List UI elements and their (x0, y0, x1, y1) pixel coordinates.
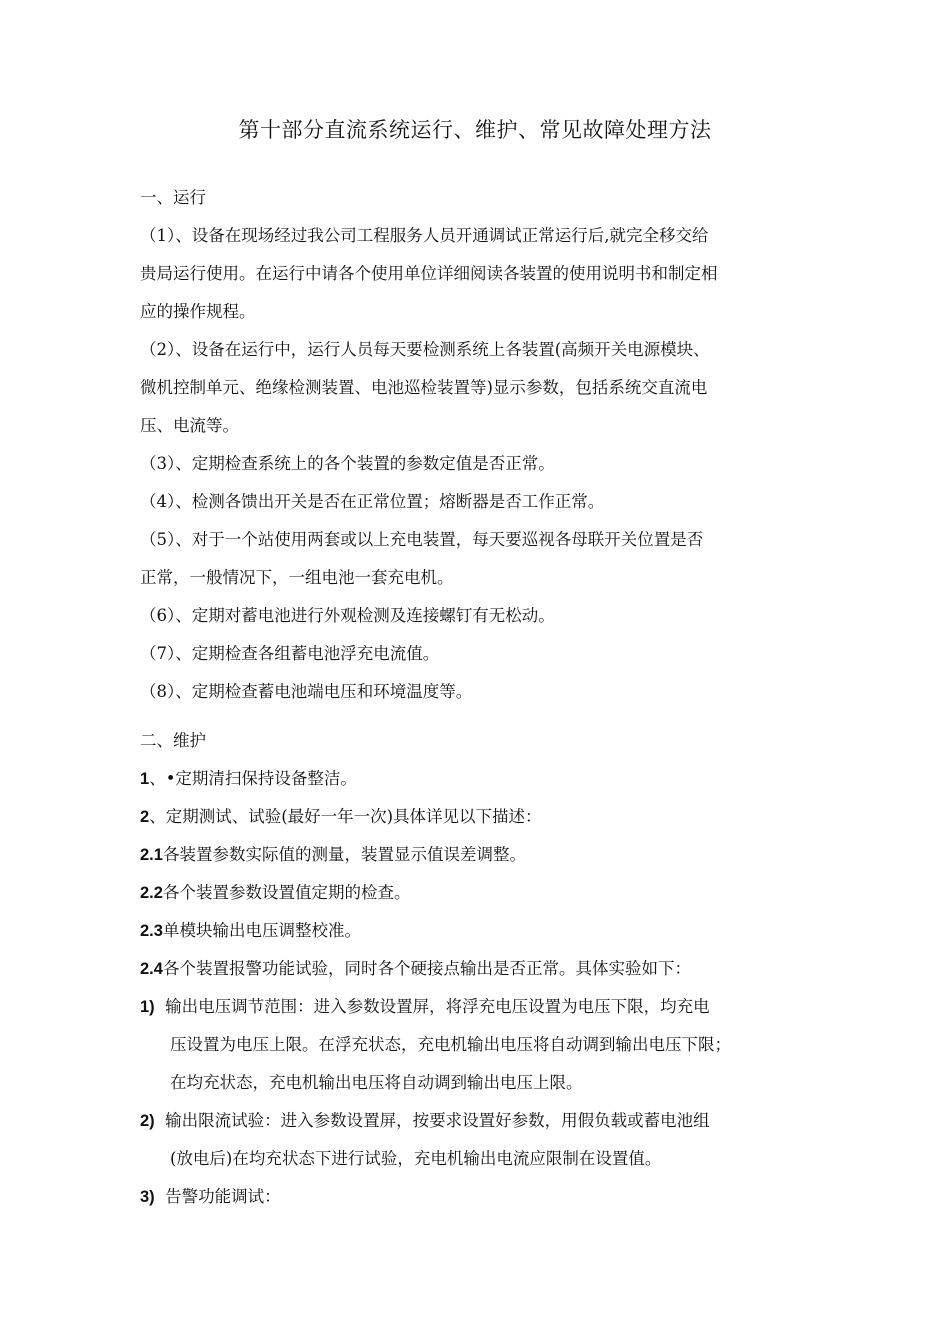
section-operation (140, 179, 815, 711)
section-heading: 二、维护 (140, 731, 206, 750)
sub-list-item (140, 1178, 815, 1216)
item-number: 2) (140, 1112, 155, 1130)
paragraph-line: 应的操作规程。 (140, 302, 256, 321)
item-text: 、定期测试、试验(最好一年一次)具体详见以下描述： (149, 807, 542, 826)
list-item (140, 950, 815, 988)
section-heading: 一、运行 (140, 188, 206, 207)
sub-list-continuation: 压设置为电压上限。在浮充状态，充电机输出电压将自动调到输出电压下限； (170, 1035, 731, 1054)
sub-list-continuation: 在均充状态，充电机输出电压将自动调到输出电压上限。 (170, 1073, 583, 1092)
paragraph-line: 压、电流等。 (140, 416, 239, 435)
sub-list-continuation: (放电后)在均充状态下进行试验，充电机输出电流应限制在设置值。 (170, 1149, 662, 1168)
sub-list-item (140, 988, 815, 1026)
paragraph-line: （8）、定期检查蓄电池端电压和环境温度等。 (140, 682, 473, 701)
item-text: 各装置参数实际值的测量，装置显示值误差调整。 (162, 845, 526, 864)
paragraph-line: （1）、设备在现场经过我公司工程服务人员开通调试正常运行后,就完全移交给 (140, 226, 709, 245)
paragraph-line: （6）、定期对蓄电池进行外观检测及连接螺钉有无松动。 (140, 606, 555, 625)
item-number: 3) (140, 1188, 155, 1206)
item-number: 2.4 (140, 960, 163, 978)
item-text: 输出限流试验：进入参数设置屏，按要求设置好参数，用假负载或蓄电池组 (165, 1111, 710, 1130)
page-title: 第十部分直流系统运行、维护、常见故障处理方法 (238, 118, 712, 142)
item-number: 2 (140, 808, 150, 826)
item-text: 各个装置参数设置值定期的检查。 (162, 883, 411, 902)
section-maintenance (140, 722, 815, 1216)
paragraph-line: （5）、对于一个站使用两套或以上充电装置，每天要巡视各母联开关位置是否 (140, 530, 704, 549)
paragraph-line: 正常，一般情况下，一组电池一套充电机。 (140, 568, 454, 587)
paragraph-line: （2）、设备在运行中，运行人员每天要检测系统上各装置(高频开关电源模块、 (140, 340, 710, 359)
item-number: 2.1 (140, 846, 163, 864)
list-item (140, 798, 815, 836)
paragraph-line: 贵局运行使用。在运行中请各个使用单位详细阅读各装置的使用说明书和制定相 (140, 264, 718, 283)
paragraph-line: （3）、定期检查系统上的各个装置的参数定值是否正常。 (140, 454, 555, 473)
paragraph-line: （7）、定期检查各组蓄电池浮充电流值。 (140, 644, 440, 663)
item-text: 、•定期清扫保持设备整洁。 (149, 769, 357, 788)
item-number: 2.3 (140, 922, 163, 940)
list-item (140, 760, 815, 798)
item-text: 输出电压调节范围：进入参数设置屏，将浮充电压设置为电压下限，均充电 (165, 997, 710, 1016)
sub-list-item (140, 1102, 815, 1140)
list-item (140, 836, 815, 874)
paragraph-line: （4）、检测各馈出开关是否在正常位置；熔断器是否工作正常。 (140, 492, 605, 511)
list-item (140, 912, 815, 950)
list-item (140, 874, 815, 912)
paragraph-line: 微机控制单元、绝缘检测装置、电池巡检装置等)显示参数，包括系统交直流电 (140, 378, 708, 397)
item-text: 单模块输出电压调整校准。 (162, 921, 361, 940)
item-number: 2.2 (140, 884, 163, 902)
item-number: 1 (140, 770, 150, 788)
item-text: 告警功能调试： (165, 1187, 281, 1206)
item-text: 各个装置报警功能试验，同时各个硬接点输出是否正常。具体实验如下： (162, 959, 691, 978)
item-number: 1) (140, 998, 155, 1016)
